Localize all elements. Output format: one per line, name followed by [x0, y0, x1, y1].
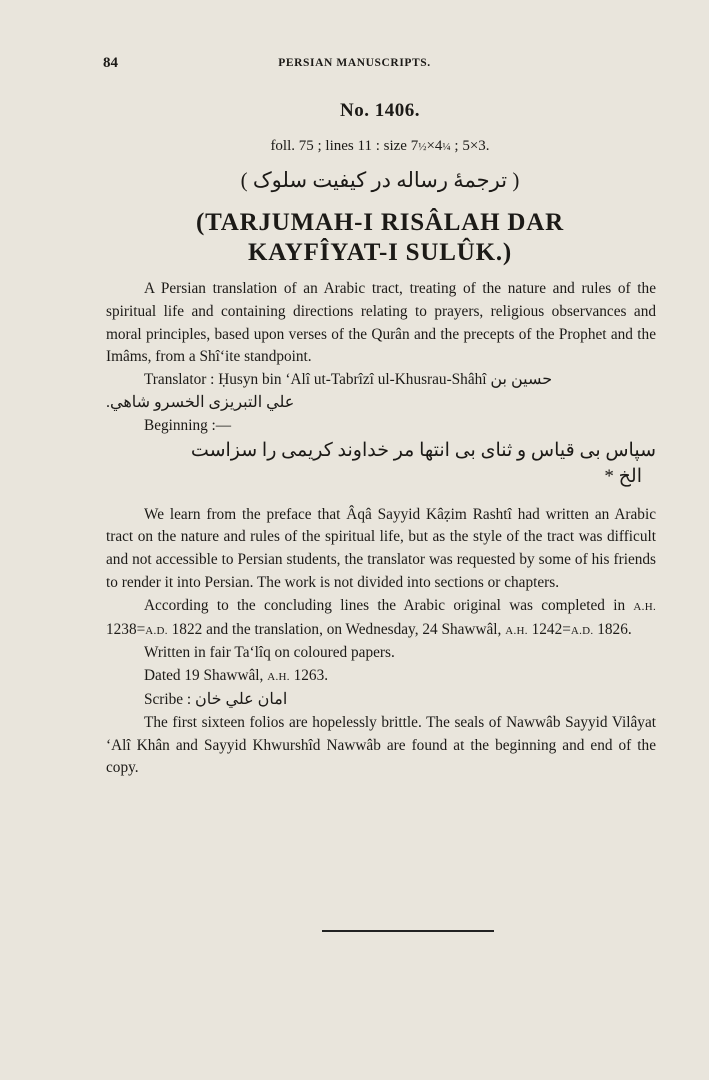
translator-name: Ḥusyn bin ‘Alî ut-Tabrîzî ul-Khusrau-Shâhî — [218, 371, 487, 389]
foll-fraction-2: ¼ — [442, 141, 451, 153]
beginning-arabic-1: سپاس بی قیاس و ثنای بی انتها مر خداوند کریمی را سزاست — [190, 439, 656, 461]
concl-text-e: 1826. — [593, 620, 632, 638]
preface-paragraph: We learn from the preface that Âqâ Sayyid Kâẓim Rashtî had written an Arabic tract on the nature and rules of the spiritual life, but as the style of the tract was difficult and not accessible to Persian students, the translator was requested by some of his friends to render it into Persian. The work is not divided into sections or chapters. — [106, 505, 656, 591]
translator-arabic-2: علي التبریزی الخسرو شاهي. — [106, 393, 295, 411]
written-line: Written in fair Ta‘lîq on coloured papers. — [144, 644, 395, 662]
concl-ah-1: A.H. — [633, 600, 656, 613]
closing-rule — [322, 930, 494, 932]
work-title — [0, 208, 709, 268]
scribe-arabic: امان علي خان — [194, 690, 288, 708]
page-header — [0, 55, 709, 75]
manuscript-number: No. 1406. — [340, 100, 420, 121]
foll-suffix: ; 5×3. — [450, 138, 490, 154]
title-line-1: (TARJUMAH-I RISÂLAH DAR — [196, 209, 564, 236]
concl-text-c: 1822 and the translation, on Wednesday, 24 Shawwâl, — [167, 620, 506, 638]
translator-line — [106, 369, 656, 392]
concl-ad-2: A.D. — [570, 624, 594, 637]
beginning-label: Beginning :— — [144, 416, 232, 434]
folio-description — [0, 138, 709, 155]
translator-arabic-line — [106, 392, 656, 415]
intro-paragraph: A Persian translation of an Arabic tract, treating of the nature and rules of the spiritual life and containing directions relating to prayers, religious observances and moral principles, based upon verses of the Qurân and the precepts of the Prophet and the Imâms, from a Shî‘ite standpoint. — [106, 280, 656, 366]
running-title: PERSIAN MANUSCRIPTS. — [278, 57, 431, 69]
spacer — [106, 490, 656, 504]
arabic-title: ( ترجمهٔ رساله در کیفیت سلوک ) — [240, 168, 520, 192]
dated-text-b: 1263. — [289, 667, 329, 685]
foll-prefix: foll. 75 ; lines 11 : size 7 — [270, 138, 419, 154]
concl-text-d: 1242= — [527, 620, 571, 638]
scribe-line — [106, 689, 656, 712]
beginning-arabic-2: الخ * — [604, 465, 642, 487]
scribe-label: Scribe : — [144, 690, 192, 708]
page-number: 84 — [103, 55, 118, 71]
concl-ah-2: A.H. — [505, 624, 528, 637]
translator-label: Translator : — [144, 371, 215, 389]
dated-line — [106, 665, 656, 689]
title-line-2: KAYFÎYAT-I SULÛK.) — [247, 239, 512, 266]
dated-text-a: Dated 19 Shawwâl, — [144, 667, 268, 685]
concl-text-a: According to the concluding lines the Arabic original was completed in — [144, 596, 634, 614]
dated-ah: A.H. — [267, 671, 290, 684]
concl-text-b: 1238= — [106, 620, 146, 638]
description-body — [106, 278, 656, 780]
seals-paragraph: The first sixteen folios are hopelessly brittle. The seals of Nawwâb Sayyid Vilâyat ‘Alî Khân and Sayyid Khwurshîd Nawwâb are found at the beginning and end of the copy. — [106, 713, 656, 777]
translator-arabic-1: حسین بن — [490, 371, 553, 389]
concl-ad-1: A.D. — [145, 624, 168, 637]
foll-mid: ×4 — [426, 138, 443, 154]
conclusion-paragraph — [106, 595, 656, 643]
foll-fraction-1: ½ — [418, 141, 427, 153]
